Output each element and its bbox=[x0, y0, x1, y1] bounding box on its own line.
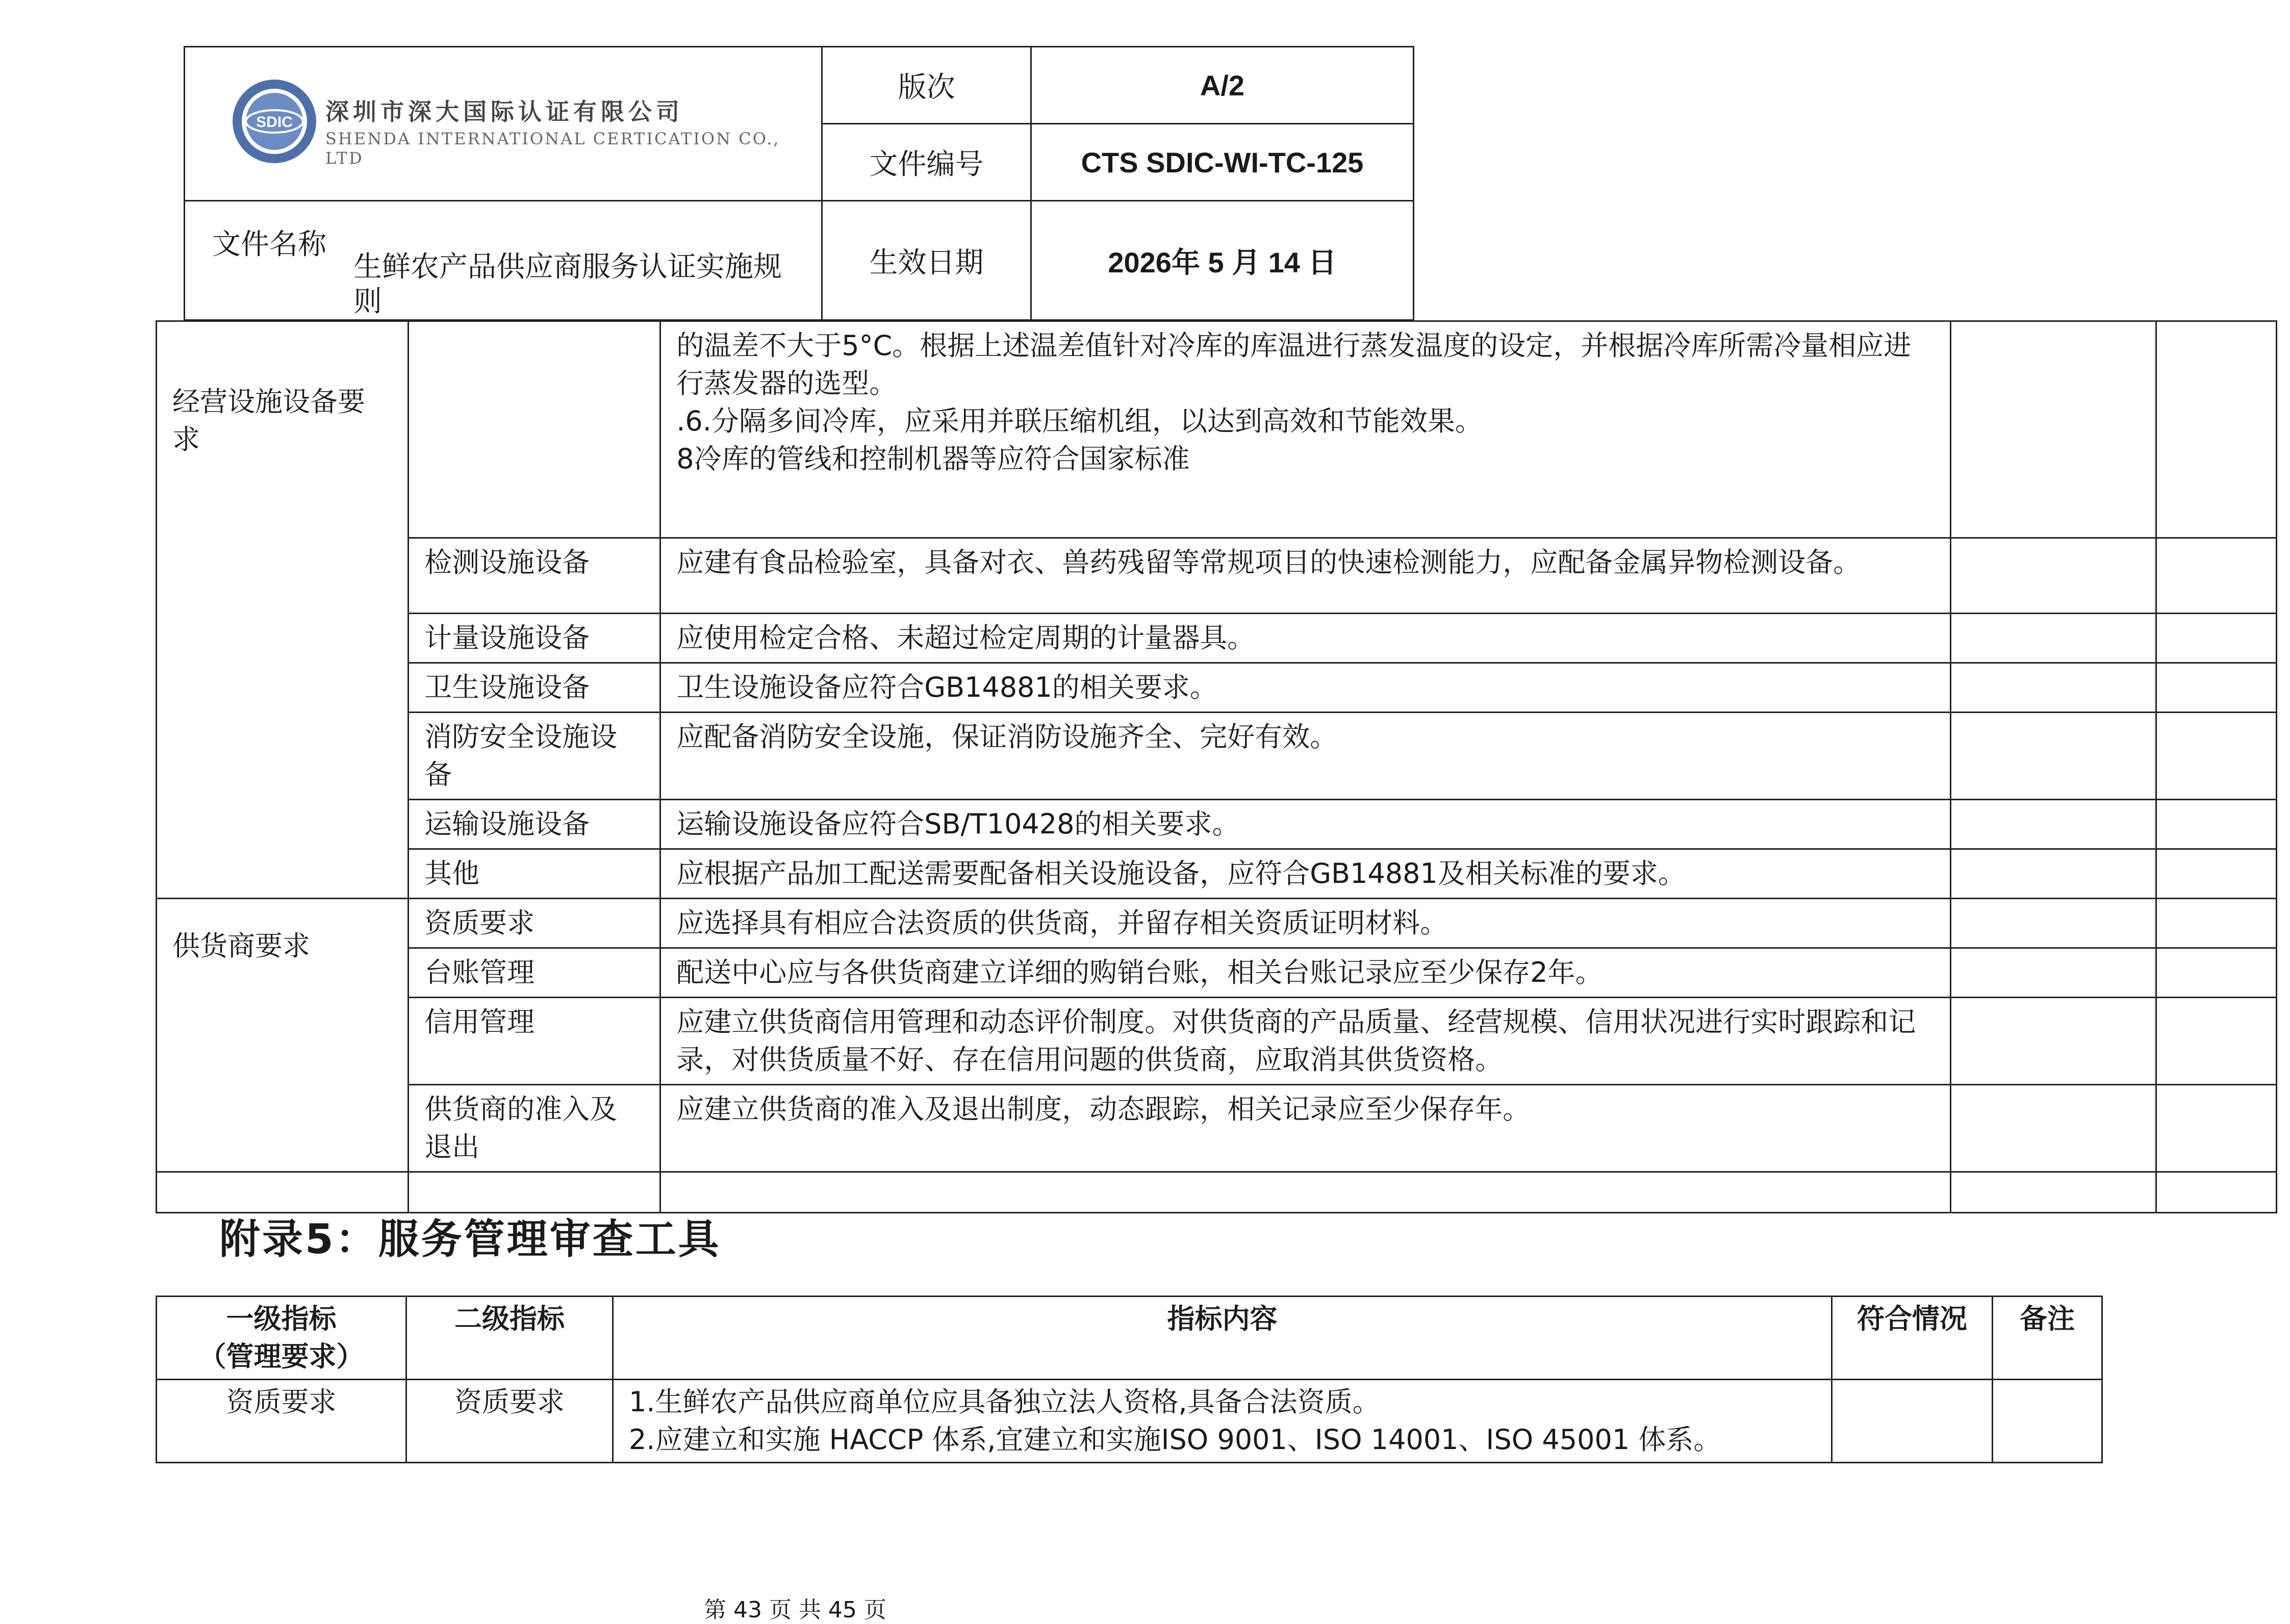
compliance-cell bbox=[1950, 800, 2156, 849]
header-compliance: 符合情况 bbox=[1832, 1297, 1993, 1380]
remark-cell bbox=[2156, 899, 2276, 948]
table-row bbox=[157, 800, 2277, 849]
doc-number-value: CTS SDIC-WI-TC-125 bbox=[1031, 124, 1414, 201]
page-footer: 第 43 页 共 45 页 bbox=[704, 1597, 886, 1623]
table-row bbox=[157, 899, 2277, 948]
remark-cell bbox=[2156, 998, 2276, 1085]
requirement-content-cell bbox=[660, 800, 1951, 849]
sub-indicator-cell: 计量设施设备 bbox=[409, 614, 660, 663]
content-line: 应根据产品加工配送需要配备相关设施设备，应符合GB14881及相关标准的要求。 bbox=[676, 857, 1686, 890]
remark-cell bbox=[2156, 321, 2276, 538]
sub-indicator-cell: 信用管理 bbox=[409, 998, 660, 1085]
company-name-cn: 深圳市深大国际认证有限公司 bbox=[325, 98, 683, 125]
sub-indicator-cell: 资质要求 bbox=[409, 899, 660, 948]
content-line: 应配备消防安全设施，保证消防设施齐全、完好有效。 bbox=[676, 721, 1338, 753]
remark-cell bbox=[2156, 1085, 2276, 1172]
content-line: 的温差不大于5°C。根据上述温差值针对冷库的库温进行蒸发温度的设定，并根据冷库所需冷量相应进行蒸发器的选型。 bbox=[676, 329, 1912, 399]
content-line: 配送中心应与各供货商建立详细的购销台账，相关台账记录应至少保存2年。 bbox=[676, 956, 1603, 988]
remark-cell bbox=[2156, 800, 2276, 849]
content-line: 8冷库的管线和控制机器等应符合国家标准 bbox=[676, 443, 1190, 475]
compliance-cell bbox=[1950, 614, 2156, 663]
document-header-table bbox=[184, 46, 1414, 321]
emblem-text: SDIC bbox=[256, 114, 293, 131]
empty-cell bbox=[2156, 1172, 2276, 1213]
compliance-cell bbox=[1950, 998, 2156, 1085]
header-level1-indicator: 一级指标 （管理要求） bbox=[157, 1297, 406, 1380]
logo-cell bbox=[185, 47, 822, 201]
remark-cell bbox=[2156, 849, 2276, 899]
compliance-cell bbox=[1950, 948, 2156, 998]
content-line: 1.生鲜农产品供应商单位应具备独立法人资格,具备合法资质。 bbox=[629, 1386, 1380, 1418]
compliance-cell bbox=[1950, 663, 2156, 713]
row-level2-indicator: 资质要求 bbox=[406, 1380, 613, 1463]
version-label: 版次 bbox=[822, 47, 1031, 124]
requirement-content-cell bbox=[660, 538, 1951, 614]
requirement-content-cell bbox=[660, 713, 1951, 800]
content-line: 应使用检定合格、未超过检定周期的计量器具。 bbox=[676, 622, 1255, 654]
sub-indicator-cell: 台账管理 bbox=[409, 948, 660, 998]
company-emblem-icon bbox=[231, 78, 318, 165]
requirement-content-cell bbox=[660, 899, 1951, 948]
compliance-cell bbox=[1950, 899, 2156, 948]
header-indicator-content: 指标内容 bbox=[613, 1297, 1832, 1380]
version-value: A/2 bbox=[1031, 47, 1414, 124]
doc-number-label: 文件编号 bbox=[822, 124, 1031, 201]
row-remark-cell bbox=[1993, 1380, 2102, 1463]
content-line: 应建立供货商的准入及退出制度，动态跟踪，相关记录应至少保存年。 bbox=[676, 1093, 1531, 1125]
content-line: 应建有食品检验室，具备对衣、兽药残留等常规项目的快速检测能力，应配备金属异物检测设备。 bbox=[676, 546, 1861, 578]
table-row bbox=[157, 614, 2277, 663]
company-name-en: SHENDA INTERNATIONAL CERTICATION CO., LTD bbox=[325, 129, 780, 168]
row-compliance-cell bbox=[1832, 1380, 1993, 1463]
effective-date-value: 2026年 5 月 14 日 bbox=[1031, 201, 1414, 320]
compliance-cell bbox=[1950, 1085, 2156, 1172]
requirement-content-cell bbox=[660, 663, 1951, 713]
requirement-content-cell bbox=[660, 321, 1951, 538]
doc-name-label: 文件名称 bbox=[212, 228, 326, 261]
header-level2-indicator: 二级指标 bbox=[406, 1297, 613, 1380]
remark-cell bbox=[2156, 614, 2276, 663]
sub-indicator-cell: 供货商的准入及退出 bbox=[409, 1085, 660, 1172]
sub-indicator-cell: 消防安全设施设备 bbox=[409, 713, 660, 800]
requirement-content-cell bbox=[660, 948, 1951, 998]
appendix-title: 附录5：服务管理审查工具 bbox=[219, 1215, 721, 1263]
doc-name-cell bbox=[185, 201, 822, 320]
requirement-content-cell bbox=[660, 998, 1951, 1085]
row-level1-indicator: 资质要求 bbox=[157, 1380, 406, 1463]
compliance-cell bbox=[1950, 849, 2156, 899]
doc-name-value: 生鲜农产品供应商服务认证实施规则 bbox=[353, 250, 782, 318]
table-row bbox=[157, 849, 2277, 899]
table-row bbox=[157, 713, 2277, 800]
requirements-table bbox=[156, 320, 2277, 1213]
compliance-cell bbox=[1950, 713, 2156, 800]
content-line: 2.应建立和实施 HACCP 体系,宜建立和实施ISO 9001、ISO 14001、ISO 45001 体系。 bbox=[629, 1424, 1721, 1456]
compliance-cell bbox=[1950, 538, 2156, 614]
empty-cell bbox=[660, 1172, 1951, 1213]
table-row bbox=[157, 321, 2277, 538]
compliance-cell bbox=[1950, 321, 2156, 538]
service-management-audit-table bbox=[156, 1296, 2103, 1463]
sub-indicator-cell: 检测设施设备 bbox=[409, 538, 660, 614]
content-line: 运输设施设备应符合SB/T10428的相关要求。 bbox=[676, 808, 1240, 840]
remark-cell bbox=[2156, 713, 2276, 800]
remark-cell bbox=[2156, 948, 2276, 998]
content-line: 应建立供货商信用管理和动态评价制度。对供货商的产品质量、经营规模、信用状况进行实时跟踪和记录，对供货质量不好、存在信用问题的供货商，应取消其供货资格。 bbox=[676, 1006, 1916, 1076]
sub-indicator-cell: 其他 bbox=[409, 849, 660, 899]
table-row bbox=[157, 663, 2277, 713]
sub-indicator-cell: 运输设施设备 bbox=[409, 800, 660, 849]
requirement-group-label: 经营设施设备要求 bbox=[157, 321, 409, 899]
remark-cell bbox=[2156, 538, 2276, 614]
table-row bbox=[157, 998, 2277, 1085]
content-line: 应选择具有相应合法资质的供货商，并留存相关资质证明材料。 bbox=[676, 907, 1448, 939]
requirement-content-cell bbox=[660, 1085, 1951, 1172]
sub-indicator-cell bbox=[409, 321, 660, 538]
effective-date-label: 生效日期 bbox=[822, 201, 1031, 320]
content-line: 卫生设施设备应符合GB14881的相关要求。 bbox=[676, 671, 1217, 703]
requirement-content-cell bbox=[660, 849, 1951, 899]
empty-cell bbox=[1950, 1172, 2156, 1213]
header-remark: 备注 bbox=[1993, 1297, 2102, 1380]
table-row bbox=[157, 1085, 2277, 1172]
requirement-group-label: 供货商要求 bbox=[157, 899, 409, 1172]
content-line: .6.分隔多间冷库，应采用并联压缩机组，以达到高效和节能效果。 bbox=[676, 405, 1483, 437]
table-row bbox=[157, 948, 2277, 998]
remark-cell bbox=[2156, 663, 2276, 713]
sub-indicator-cell: 卫生设施设备 bbox=[409, 663, 660, 713]
row-indicator-content bbox=[613, 1380, 1832, 1463]
requirement-content-cell bbox=[660, 614, 1951, 663]
table-row bbox=[157, 538, 2277, 614]
